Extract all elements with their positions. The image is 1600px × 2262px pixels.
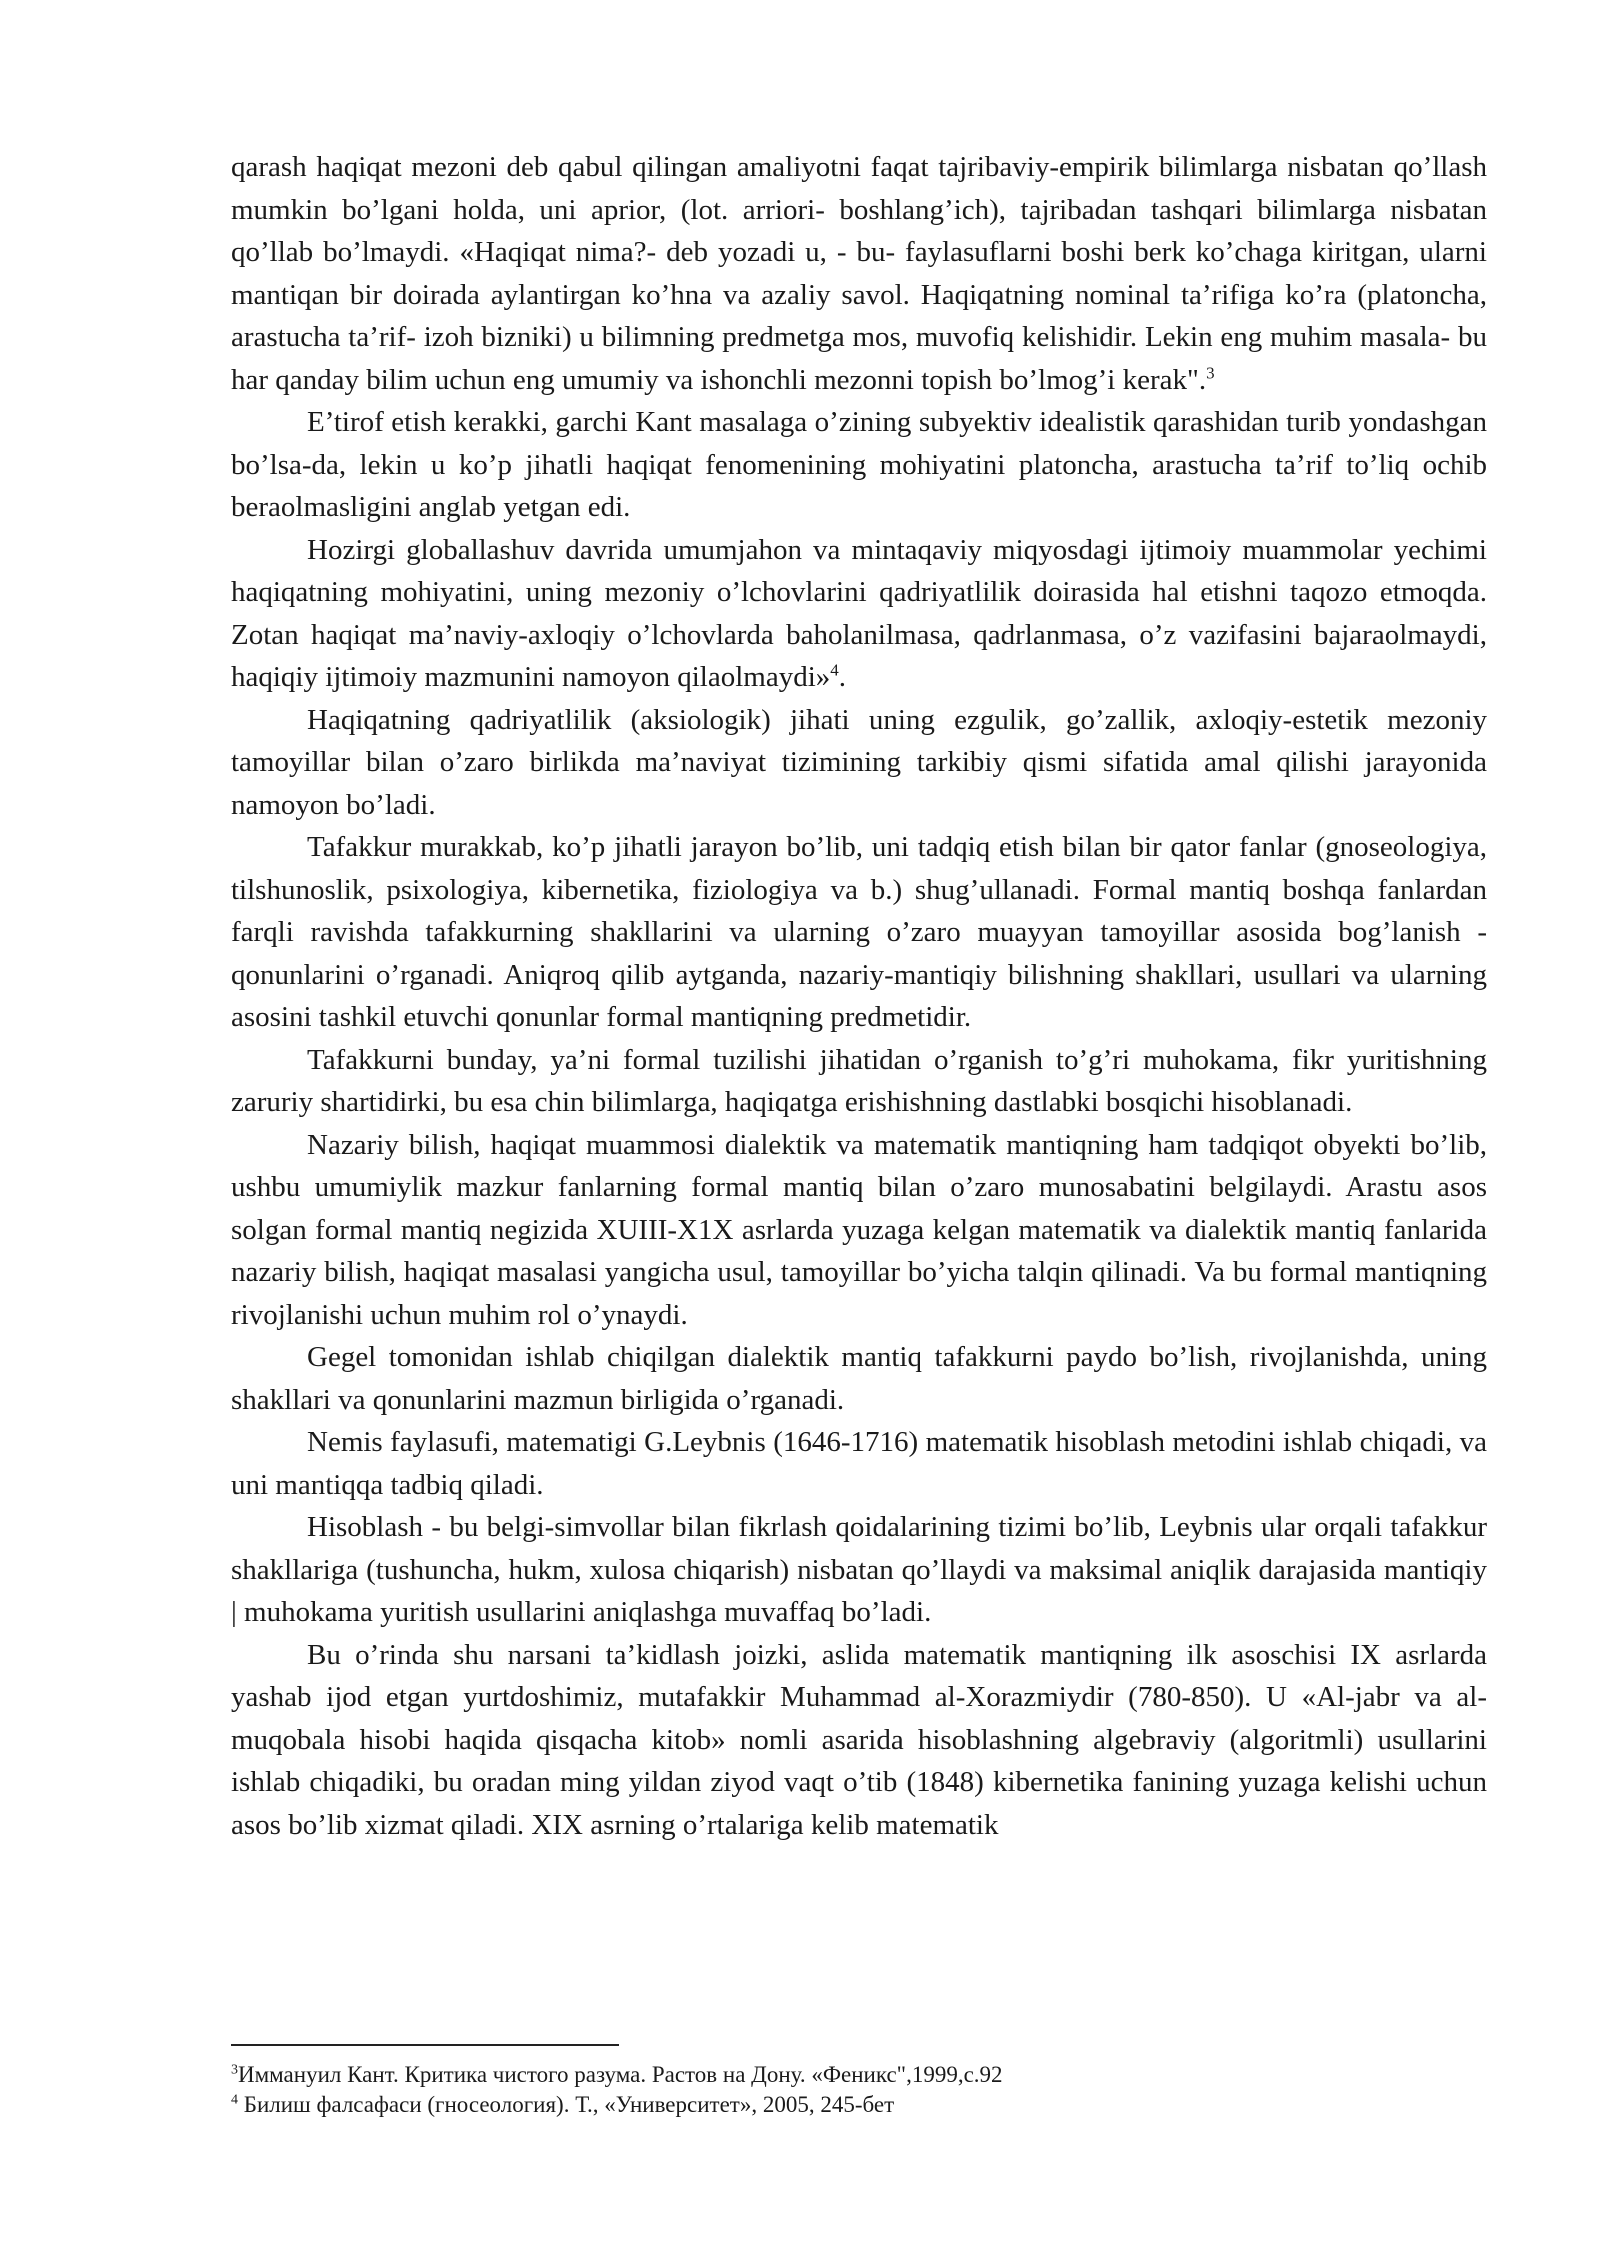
paragraph-3: [231, 529, 1487, 699]
footnote-ref-3: 3: [1206, 362, 1215, 382]
paragraph-4: [231, 699, 1487, 827]
paragraph-text: Tafakkur murakkab, ko’p jihatli jarayon bo’lib, uni tadqiq etish bilan bir qator fanlar (gnoseologiya, tilshunoslik, psixologiya, kibernetika, fiziologiya va b.) shug’ullanadi. Formal mantiq boshqa fanlardan farqli ravishda tafakkurning shakllarini va ularning o’zaro muayyan tamoyillar asosida bog’lanish - qonunlarini o’rganadi. Aniqroq qilib aytganda, nazariy-mantiqiy bilishning shakllari, usullari va ularning asosini tashkil etuvchi qonunlar formal mantiqning predmetidir.: [231, 831, 1487, 1033]
paragraph-text: Nazariy bilish, haqiqat muammosi dialektik va matematik mantiqning ham tadqiqot obyekti bo’lib, ushbu umumiylik mazkur fanlarning formal mantiq bilan o’zaro munosabatini belgilaydi. Arastu asos solgan formal mantiq negizida XUIII-X1X asrlarda yuzaga kelgan matematik va dialektik mantiq fanlarida nazariy bilish, haqiqat masalasi yangicha usul, tamoyillar bo’yicha talqin qilinadi. Va bu formal mantiqning rivojlanishi uchun muhim rol o’ynaydi.: [231, 1128, 1487, 1331]
paragraph-11: [231, 1634, 1487, 1847]
footnote-mark: 4: [231, 2092, 238, 2108]
paragraph-text: Hisoblash - bu belgi-simvollar bilan fikrlash qoidalarining tizimi bo’lib, Leybnis ular orqali tafakkur shakllariga (tushuncha, hukm, xulosa chiqarish) nisbatan qo’llaydi va maksimal aniqlik darajasida mantiqiy | muhokama yuritish usullarini aniqlashga muvaffaq bo’ladi.: [231, 1511, 1487, 1628]
footnote-text: Иммануил Кант. Критика чистого разума. Растов на Дону. «Феникс",1999,с.92: [238, 2062, 1003, 2087]
paragraph-5: [231, 826, 1487, 1039]
paragraph-1: [231, 146, 1487, 401]
paragraph-6: [231, 1039, 1487, 1124]
footnote-separator: [231, 2044, 619, 2046]
paragraph-2: [231, 401, 1487, 529]
paragraph-text: Tafakkurni bunday, ya’ni formal tuzilishi jihatidan o’rganish to’g’ri muhokama, fikr yuritishning zaruriy shartidirki, bu esa chin bilimlarga, haqiqatga erishishning dastlabki bosqichi hisoblanadi.: [231, 1043, 1487, 1118]
paragraph-punctuation: .: [838, 661, 847, 693]
paragraph-10: [231, 1506, 1487, 1634]
footnote-mark: 3: [231, 2062, 238, 2078]
body-text: [231, 146, 1487, 1846]
paragraph-8: [231, 1336, 1487, 1421]
paragraph-7: [231, 1124, 1487, 1337]
paragraph-9: [231, 1421, 1487, 1506]
footnote-4: [231, 2090, 1487, 2120]
paragraph-text: qarash haqiqat mezoni deb qabul qilingan amaliyotni faqat tajribaviy-empirik bilimlarga nisbatan qo’llash mumkin bo’lgani holda, uni aprior, (lot. arriori- boshlang’ich), tajribadan tashqari bilimlarga nisbatan qo’llab bo’lmaydi. «Haqiqat nima?- deb yozadi u, - bu- faylasuflarni boshi berk ko’chaga kiritgan, ularni mantiqan bir doirada aylantirgan ko’hna va azaliy savol. Haqiqatning nominal ta’rifiga ko’ra (platoncha, arastucha ta’rif- izoh bizniki) u bilimning predmetga mos, muvofiq kelishidir. Lekin eng muhim masala- bu har qanday bilim uchun eng umumiy va ishonchli mezonni topish bo’lmog’i kerak".: [231, 151, 1487, 396]
paragraph-text: Hozirgi globallashuv davrida umumjahon va mintaqaviy miqyosdagi ijtimoiy muammolar yechimi haqiqatning mohiyatini, uning mezoniy o’lchovlarini qadriyatlilik doirasida hal etishni taqozo etmoqda. Zotan haqiqat ma’naviy-axloqiy o’lchovlarda baholanilmasa, qadrlanmasa, o’z vazifasini bajaraolmaydi, haqiqiy ijtimoiy mazmunini namoyon qilaolmaydi»: [231, 533, 1487, 693]
paragraph-text: E’tirof etish kerakki, garchi Kant masalaga o’zining subyektiv idealistik qarashidan turib yondashgan bo’lsa-da, lekin u ko’p jihatli haqiqat fenomenining mohiyatini platoncha, arastucha ta’rif to’liq ochib beraolmasligini anglab yetgan edi.: [231, 406, 1487, 523]
paragraph-text: Gegel tomonidan ishlab chiqilgan dialektik mantiq tafakkurni paydo bo’lish, rivojlanishda, uning shakllari va qonunlarini mazmun birligida o’rganadi.: [231, 1341, 1487, 1416]
paragraph-text: Haqiqatning qadriyatlilik (aksiologik) jihati uning ezgulik, go’zallik, axloqiy-estetik mezoniy tamoyillar bilan o’zaro birlikda ma’naviyat tizimining tarkibiy qismi sifatida amal qilishi jarayonida namoyon bo’ladi.: [231, 703, 1487, 821]
paragraph-text: Bu o’rinda shu narsani ta’kidlash joizki, aslida matematik mantiqning ilk asoschisi IX asrlarda yashab ijod etgan yurtdoshimiz, mutafakkir Muhammad al-Xorazmiydir (780-850). U «Al-jabr va al-muqobala hisobi haqida qisqacha kitob» nomli asarida hisoblashning algebraviy (algoritmli) usullarini ishlab chiqadiki, bu oradan ming yildan ziyod vaqt o’tib (1848) kibernetika fanining yuzaga kelishi uchun asos bo’lib xizmat qiladi. XIX asrning o’rtalariga kelib matematik: [231, 1638, 1487, 1841]
paragraph-text: Nemis faylasufi, matematigi G.Leybnis (1646-1716) matematik hisoblash metodini ishlab chiqadi, va uni mantiqqa tadbiq qiladi.: [231, 1426, 1487, 1501]
footnote-3: [231, 2060, 1487, 2090]
footnotes: [231, 2060, 1487, 2120]
footnote-text: Билиш фалсафаси (гносеология). Т., «Университет», 2005, 245-бет: [238, 2092, 895, 2117]
footnote-ref-4: 4: [830, 660, 839, 680]
